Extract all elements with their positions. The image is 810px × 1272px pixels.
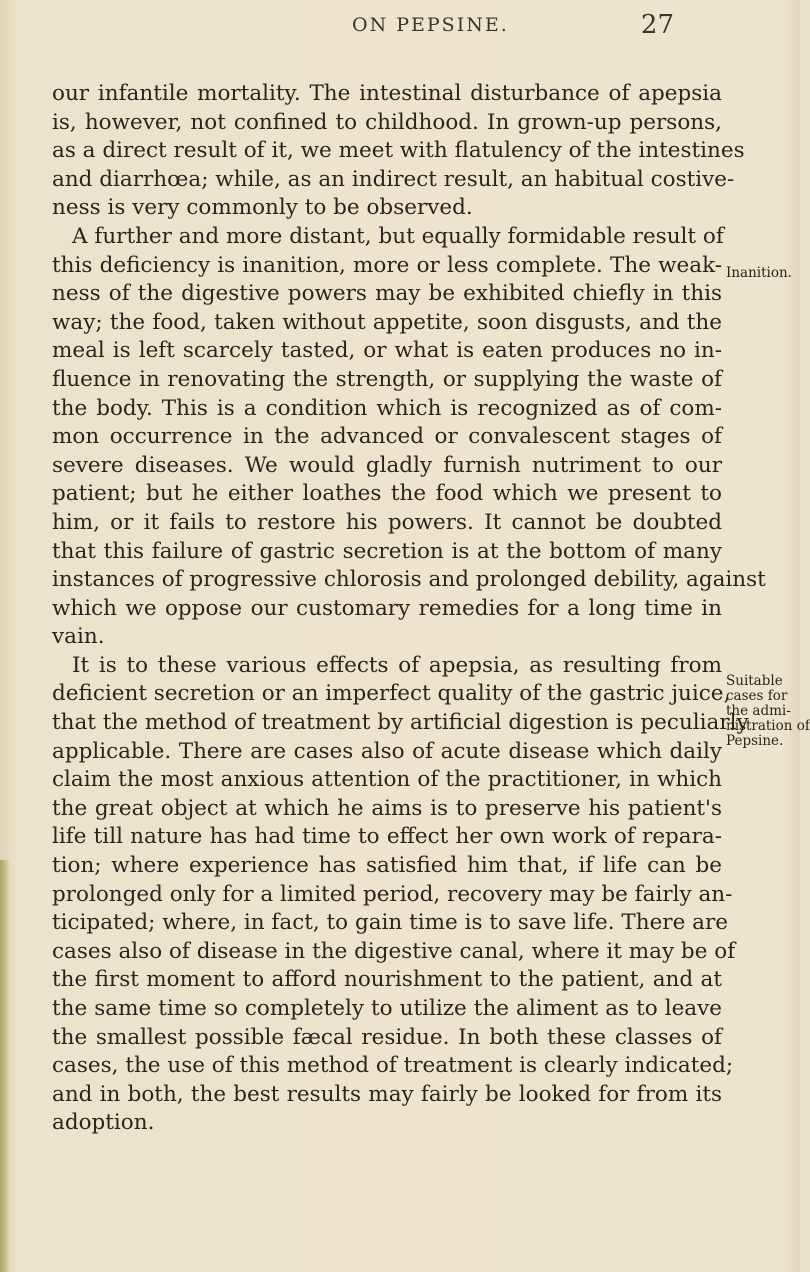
margin-note-line: the admi- — [726, 703, 791, 719]
text-line: the same time so completely to utilize the aliment as to leave — [52, 996, 722, 1021]
text-line: that this failure of gastric secretion is at the bottom of many — [52, 538, 722, 564]
text-line: adoption. — [52, 1110, 155, 1136]
text-line: ness is very commonly to be observed. — [52, 195, 473, 221]
text-line: way; the food, taken without appetite, soon disgusts, and the — [52, 309, 722, 335]
text-line: is, however, not confined to childhood. In grown-up persons, — [52, 109, 722, 135]
binding-edge — [0, 860, 10, 1272]
text-line: patient; but he either loathes the food which we present to — [52, 481, 722, 507]
text-line: fluence in renovating the strength, or supplying the waste of — [52, 366, 722, 392]
page-number: 27 — [640, 10, 674, 40]
text-line: the great object at which he aims is to preserve his patient's — [52, 795, 722, 821]
text-line: which we oppose our customary remedies for a long time in — [52, 595, 722, 621]
text-line: claim the most anxious attention of the practitioner, in which — [52, 767, 722, 793]
margin-note-suitable-cases — [726, 674, 810, 749]
text-line: deficient secretion or an imperfect quality of the gastric juice, — [52, 681, 731, 707]
text-line: our infantile mortality. The intestinal disturbance of apepsia — [52, 81, 722, 106]
text-line: tion; where experience has satisfied him that, if life can be — [52, 853, 722, 879]
text-line: mon occurrence in the advanced or convalescent stages of — [52, 424, 722, 450]
margin-note-line: Suitable — [726, 673, 783, 689]
text-line: severe diseases. We would gladly furnish nutriment to our — [52, 452, 722, 478]
text-line: that the method of treatment by artificial digestion is peculiarly — [52, 710, 749, 736]
text-line: vain. — [52, 624, 105, 650]
text-line: life till nature has had time to effect her own work of repara- — [52, 824, 722, 850]
page-header — [52, 8, 692, 44]
text-line: ticipated; where, in fact, to gain time is to save life. There are — [52, 910, 728, 936]
text-line: the smallest possible fæcal residue. In both these classes of — [52, 1024, 722, 1050]
text-line: prolonged only for a limited period, recovery may be fairly an- — [52, 881, 733, 907]
text-line: the first moment to afford nourishment to the patient, and at — [52, 967, 722, 993]
text-line: this deficiency is inanition, more or less complete. The weak- — [52, 252, 722, 278]
text-line: A further and more distant, but equally formidable result of — [72, 223, 724, 249]
margin-note-inanition: Inanition. — [726, 265, 792, 281]
text-line: instances of progressive chlorosis and prolonged debility, against — [52, 567, 766, 593]
text-line: ness of the digestive powers may be exhibited chiefly in this — [52, 281, 722, 307]
text-line: applicable. There are cases also of acute disease which daily — [52, 738, 722, 764]
running-title: ON PEPSINE. — [352, 14, 509, 36]
text-line: cases, the use of this method of treatment is clearly indicated; — [52, 1053, 734, 1079]
text-line: It is to these various effects of apepsia, as resulting from — [72, 652, 722, 678]
text-line: as a direct result of it, we meet with flatulency of the intestines — [52, 138, 745, 164]
text-line: cases also of disease in the digestive canal, where it may be of — [52, 938, 736, 964]
margin-note-line: cases for — [726, 688, 788, 704]
text-line: and in both, the best results may fairly be looked for from its — [52, 1081, 722, 1107]
text-line: meal is left scarcely tasted, or what is eaten produces no in- — [52, 338, 722, 364]
text-line: him, or it fails to restore his powers. It cannot be doubted — [52, 509, 722, 535]
margin-note-line: Pepsine. — [726, 733, 784, 749]
text-line: and diarrhœa; while, as an indirect result, an habitual costive- — [52, 166, 735, 192]
margin-note-line: nistration of — [726, 718, 810, 734]
text-line: the body. This is a condition which is recognized as of com- — [52, 395, 722, 421]
